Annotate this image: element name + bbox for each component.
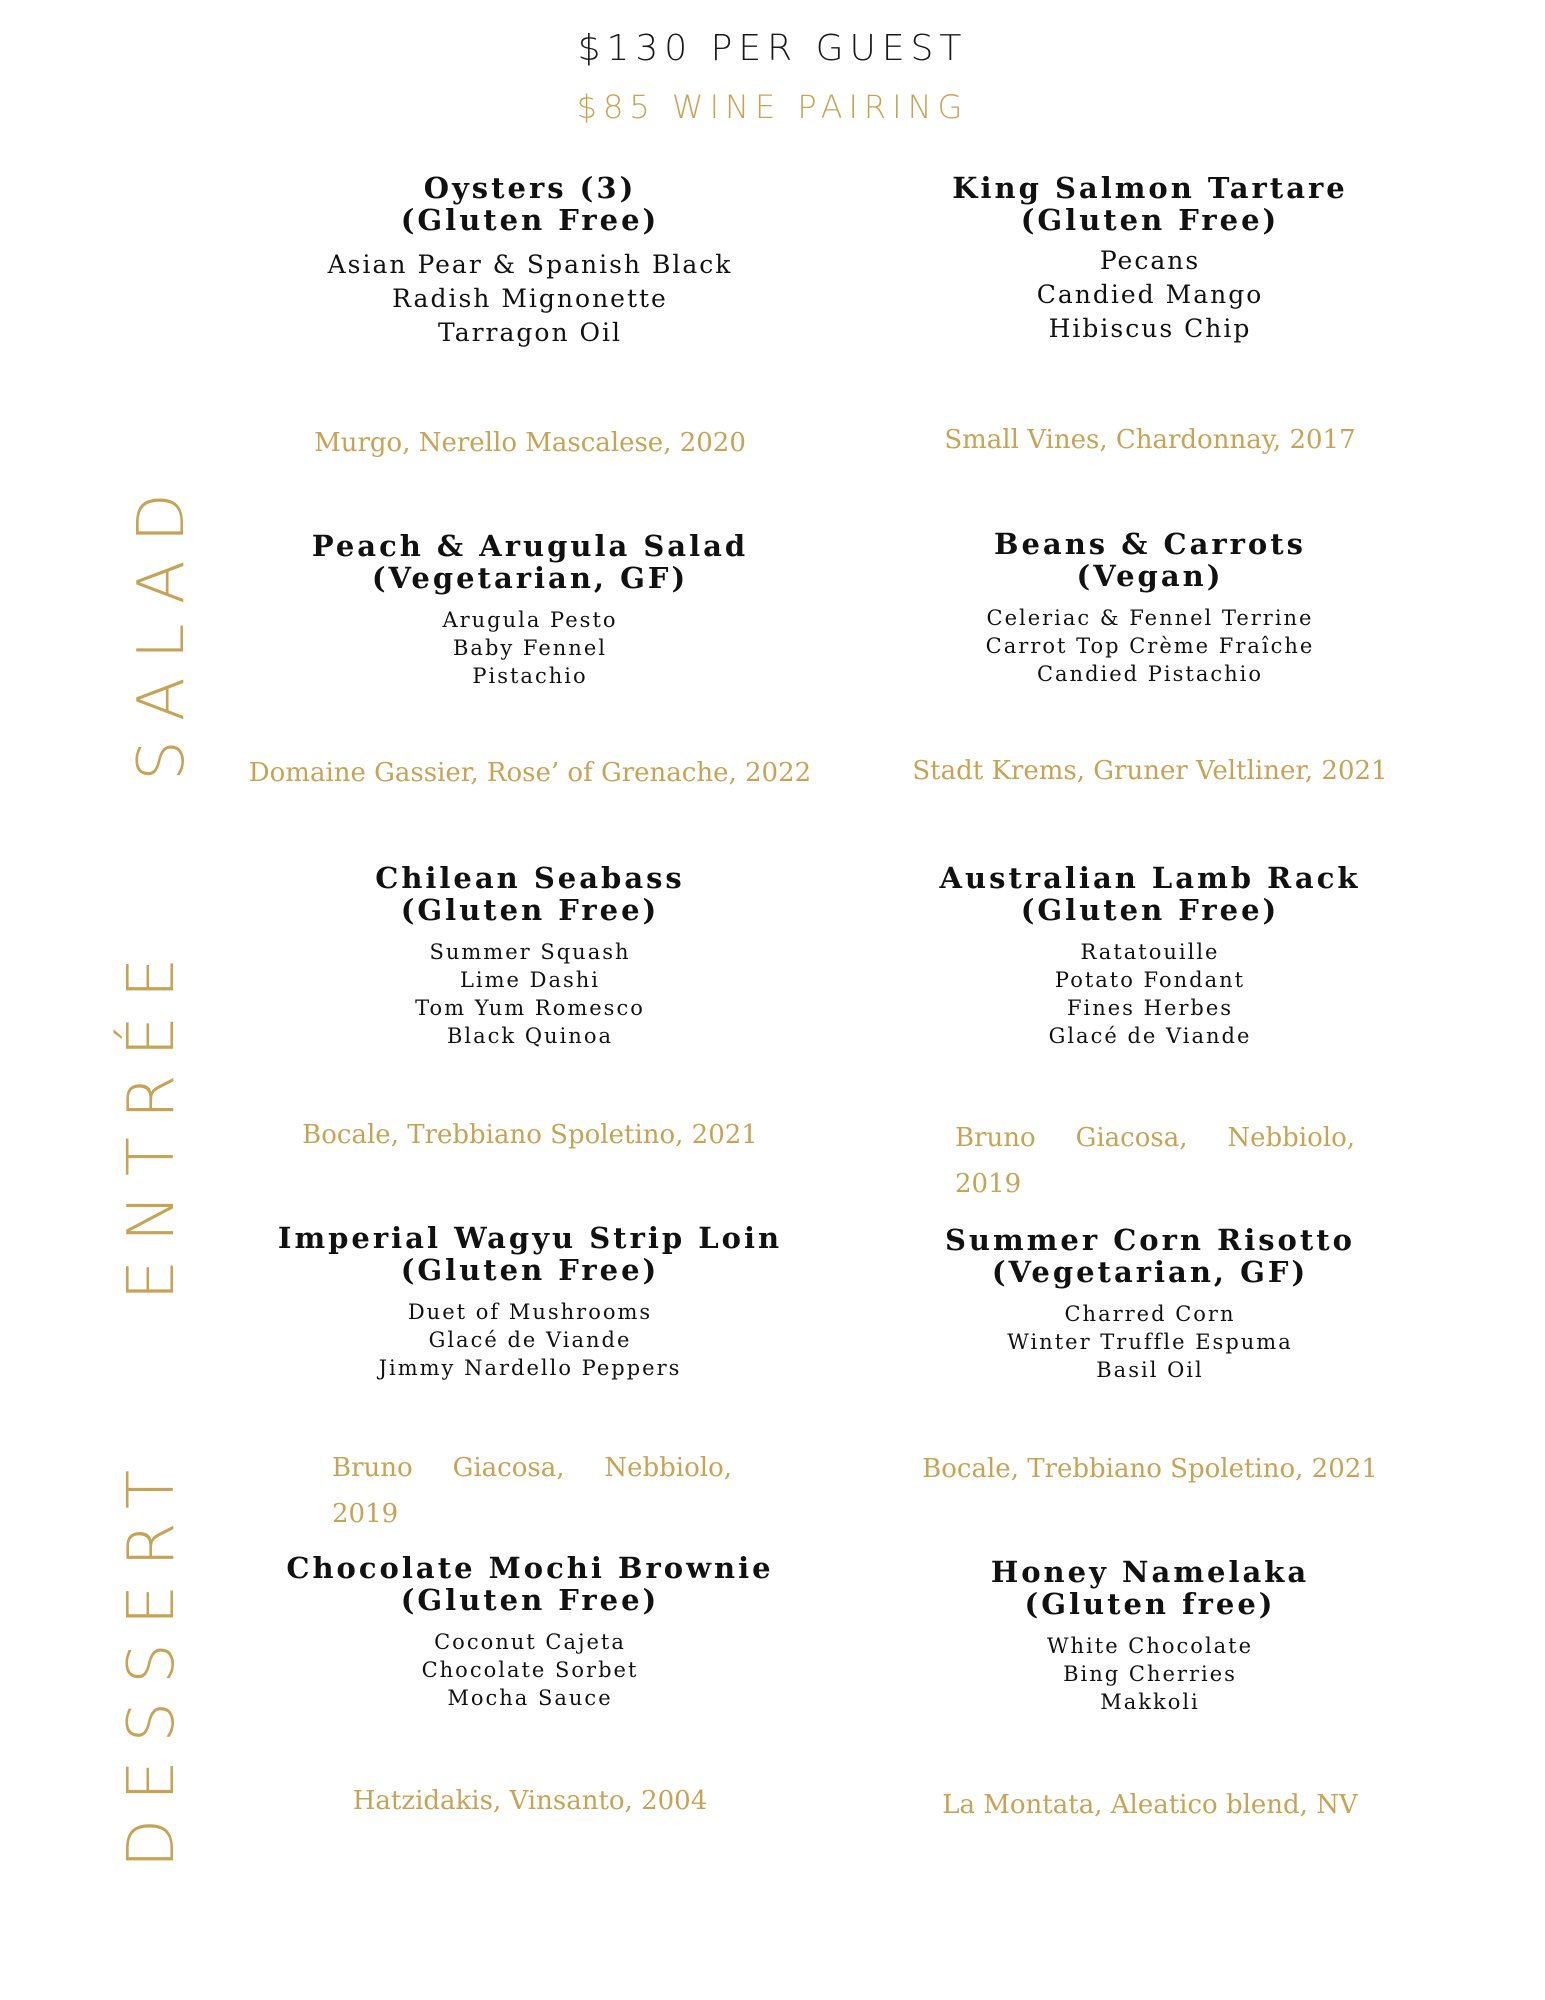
dish-diet: (Gluten Free)	[400, 1583, 660, 1617]
dish-component: Makkoli	[1100, 1690, 1200, 1714]
dish-name: Oysters (3)	[423, 171, 637, 205]
dish-name: Australian Lamb Rack	[939, 861, 1361, 895]
dish-name: Summer Corn Risotto	[944, 1223, 1356, 1257]
dish-component: Basil Oil	[1096, 1358, 1204, 1382]
wine-pairing: Bocale, Trebbiano Spoletino, 2021	[302, 1120, 758, 1150]
dish-chilean-seabass	[220, 862, 840, 1050]
dish-component: Potato Fondant	[1054, 968, 1246, 992]
section-label-salad: SALAD	[125, 475, 199, 781]
dish-diet: (Gluten Free)	[1020, 893, 1280, 927]
dish-component: Duet of Mushrooms	[407, 1300, 653, 1324]
price-per-guest: $130 PER GUEST	[577, 28, 968, 69]
wine-pairing: Bruno Giacosa, Nebbiolo, 2019	[332, 1453, 732, 1529]
dish-name: Beans & Carrots	[993, 527, 1307, 561]
dish-king-salmon-tartare	[840, 172, 1460, 346]
dish-diet: (Gluten Free)	[400, 1253, 660, 1287]
dish-oysters	[220, 172, 840, 350]
dish-peach-arugula-salad	[220, 530, 840, 690]
wine-pairing: Hatzidakis, Vinsanto, 2004	[352, 1786, 708, 1816]
dish-component: Tarragon Oil	[437, 318, 623, 347]
dish-component: Fines Herbes	[1066, 996, 1234, 1020]
dish-diet: (Gluten Free)	[1020, 203, 1280, 237]
wine-pairing: La Montata, Aleatico blend, NV	[942, 1790, 1358, 1820]
dish-australian-lamb-rack	[840, 862, 1460, 1050]
dish-component: Baby Fennel	[453, 636, 607, 660]
dish-component: Candied Mango	[1036, 280, 1264, 309]
wine-pairing: Bruno Giacosa, Nebbiolo, 2019	[955, 1123, 1355, 1199]
dish-chocolate-mochi-brownie	[220, 1552, 840, 1712]
dish-name: Peach & Arugula Salad	[311, 529, 749, 563]
dish-component: Charred Corn	[1064, 1302, 1236, 1326]
dish-component: Hibiscus Chip	[1048, 314, 1252, 343]
wine-pairing: Domaine Gassier, Rose’ of Grenache, 2022	[248, 758, 812, 788]
dish-component: Lime Dashi	[459, 968, 601, 992]
dish-component: Coconut Cajeta	[434, 1630, 626, 1654]
dish-beans-carrots	[840, 528, 1460, 688]
dish-diet: (Gluten free)	[1024, 1587, 1276, 1621]
section-label-dessert: DESSERT	[115, 1451, 189, 1869]
dish-component: Tom Yum Romesco	[415, 996, 645, 1020]
dish-summer-corn-risotto	[840, 1224, 1460, 1384]
dish-component: Jimmy Nardello Peppers	[378, 1356, 682, 1380]
dish-imperial-wagyu-strip-loin	[220, 1222, 840, 1382]
dish-component: Celeriac & Fennel Terrine	[986, 606, 1314, 630]
dish-component: Pecans	[1099, 246, 1201, 275]
wine-pairing: Small Vines, Chardonnay, 2017	[944, 425, 1356, 455]
dish-diet: (Vegetarian, GF)	[991, 1255, 1309, 1289]
dish-component: Mocha Sauce	[447, 1686, 613, 1710]
dish-component: Glacé de Viande	[1048, 1024, 1252, 1048]
dish-name: Imperial Wagyu Strip Loin	[277, 1221, 783, 1255]
dish-diet: (Gluten Free)	[400, 893, 660, 927]
dish-component: Candied Pistachio	[1036, 662, 1264, 686]
dish-name: Chilean Seabass	[375, 861, 685, 895]
wine-pairing: Murgo, Nerello Mascalese, 2020	[314, 428, 746, 458]
wine-pairing: Stadt Krems, Gruner Veltliner, 2021	[912, 756, 1388, 786]
dish-component: Winter Truffle Espuma	[1007, 1330, 1293, 1354]
dish-component: White Chocolate	[1046, 1634, 1254, 1658]
dish-diet: (Vegan)	[1076, 559, 1224, 593]
dish-diet: (Gluten Free)	[400, 203, 660, 237]
dish-component: Summer Squash	[429, 940, 631, 964]
dish-component: Ratatouille	[1080, 940, 1220, 964]
dish-component: Bing Cherries	[1063, 1662, 1237, 1686]
dish-name: King Salmon Tartare	[952, 171, 1348, 205]
dish-diet: (Vegetarian, GF)	[371, 561, 689, 595]
dish-name: Honey Namelaka	[990, 1555, 1310, 1589]
dish-name: Chocolate Mochi Brownie	[286, 1551, 774, 1585]
dish-component: Chocolate Sorbet	[421, 1658, 639, 1682]
dish-component: Black Quinoa	[447, 1024, 613, 1048]
dish-component: Asian Pear & Spanish Black	[327, 250, 733, 279]
dish-component: Glacé de Viande	[428, 1328, 632, 1352]
wine-pairing: Bocale, Trebbiano Spoletino, 2021	[922, 1454, 1378, 1484]
dish-honey-namelaka	[840, 1556, 1460, 1716]
wine-pairing-price: $85 WINE PAIRING	[576, 88, 969, 126]
section-label-entree: ENTRÉE	[115, 939, 189, 1301]
dish-component: Arugula Pesto	[442, 608, 618, 632]
dish-component: Radish Mignonette	[392, 284, 668, 313]
dish-component: Pistachio	[472, 664, 588, 688]
dish-component: Carrot Top Crème Fraîche	[985, 634, 1315, 658]
